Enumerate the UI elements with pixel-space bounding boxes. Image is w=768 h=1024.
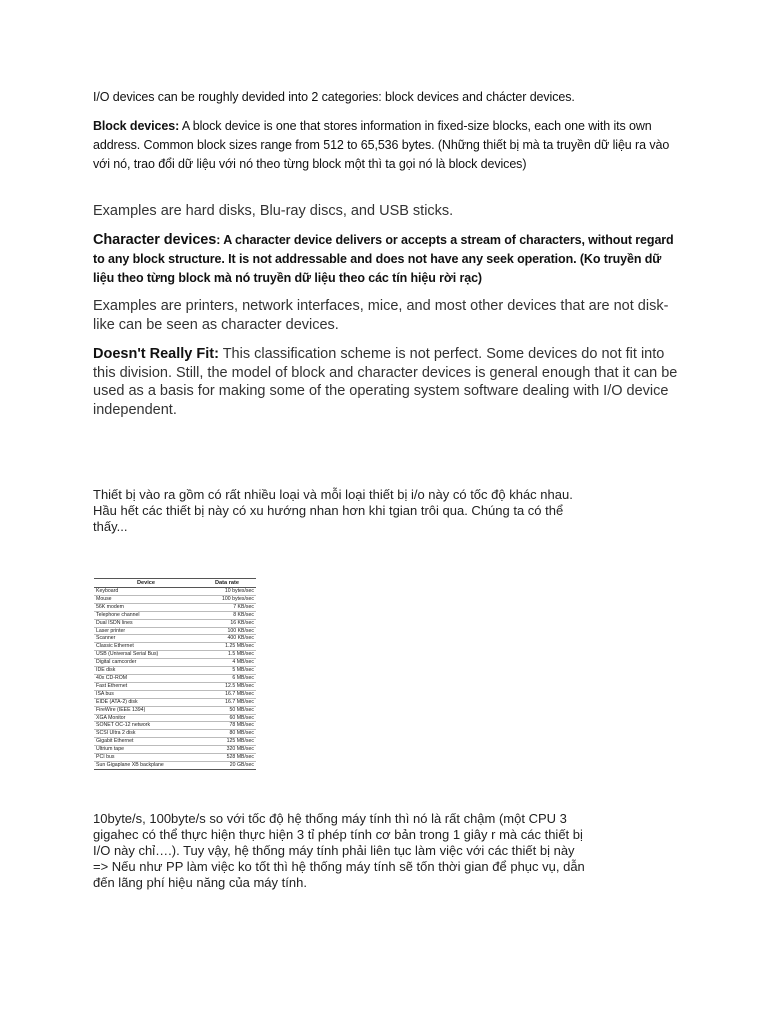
- data-rate-cell: 10 bytes/sec: [198, 588, 256, 596]
- table-row: [94, 754, 256, 762]
- table-row: [94, 698, 256, 706]
- device-cell: EIDE (ATA-2) disk: [94, 698, 198, 706]
- table-row: [94, 690, 256, 698]
- table-row: [94, 588, 256, 596]
- device-cell: Keyboard: [94, 588, 198, 596]
- device-cell: SCSI Ultra 2 disk: [94, 730, 198, 738]
- device-cell: Classic Ethernet: [94, 643, 198, 651]
- device-cell: Mouse: [94, 595, 198, 603]
- table-row: [94, 682, 256, 690]
- table-row: [94, 722, 256, 730]
- device-cell: Scanner: [94, 635, 198, 643]
- character-devices-paragraph: [93, 231, 678, 288]
- vietnamese-paragraph-1: Thiết bị vào ra gồm có rất nhiều loại và mỗi loại thiết bị i/o này có tốc độ khác nhau. Hầu hết các thiết bị này có xu hướng nhan hơn khi tgian trôi qua. Chúng ta có thể thấy...: [93, 487, 573, 534]
- device-cell: ISA bus: [94, 690, 198, 698]
- data-rate-cell: 16 KB/sec: [198, 619, 256, 627]
- data-rate-cell: 320 MB/sec: [198, 746, 256, 754]
- device-cell: FireWire (IEEE 1394): [94, 706, 198, 714]
- table-body: [94, 588, 256, 770]
- table-row: [94, 595, 256, 603]
- device-cell: SONET OC-12 network: [94, 722, 198, 730]
- device-cell: Telephone channel: [94, 611, 198, 619]
- table-row: [94, 746, 256, 754]
- data-rate-cell: 80 MB/sec: [198, 730, 256, 738]
- doesnt-fit-text: This classification scheme is not perfect. Some devices do not fit into this division. Still, the model of block and character devices is general enough that it can be used as a basis for making some of the operating system software dealing with I/O device independent.: [93, 346, 678, 418]
- device-cell: IDE disk: [94, 667, 198, 675]
- block-devices-paragraph: [93, 117, 673, 174]
- table-row: [94, 761, 256, 769]
- table-row: [94, 627, 256, 635]
- table-row: [94, 611, 256, 619]
- device-cell: 56K modem: [94, 603, 198, 611]
- data-rate-cell: 4 MB/sec: [198, 659, 256, 667]
- data-rate-cell: 5 MB/sec: [198, 667, 256, 675]
- block-devices-examples: Examples are hard disks, Blu-ray discs, and USB sticks.: [93, 203, 454, 219]
- table-row: [94, 714, 256, 722]
- table-row: [94, 730, 256, 738]
- doesnt-fit-paragraph: [93, 345, 678, 419]
- data-rate-table: [94, 578, 256, 770]
- table-row: [94, 667, 256, 675]
- character-devices-text: : A character device delivers or accepts a stream of characters, without regard to any block structure. It is not addressable and does not have any seek operation. (Ko truyền dữ liệu theo từng block mà nó truyền dữ liệu theo các tín hiệu rời rạc): [93, 233, 674, 285]
- table-row: [94, 619, 256, 627]
- device-cell: Fast Ethernet: [94, 682, 198, 690]
- device-cell: Laser printer: [94, 627, 198, 635]
- device-cell: Digital camcorder: [94, 659, 198, 667]
- data-rate-cell: 16.7 MB/sec: [198, 698, 256, 706]
- character-devices-examples: Examples are printers, network interfaces, mice, and most other devices that are not disk-like can be seen as character devices.: [93, 298, 669, 333]
- table-header-row: [94, 579, 256, 588]
- device-cell: PCI bus: [94, 754, 198, 762]
- data-rate-cell: 7 KB/sec: [198, 603, 256, 611]
- table-row: [94, 706, 256, 714]
- device-cell: Dual ISDN lines: [94, 619, 198, 627]
- table-row: [94, 651, 256, 659]
- table-row: [94, 603, 256, 611]
- doesnt-fit-label: Doesn't Really Fit:: [93, 346, 219, 362]
- table-header-rate: Data rate: [198, 579, 256, 588]
- data-rate-cell: 6 MB/sec: [198, 674, 256, 682]
- data-rate-cell: 1.5 MB/sec: [198, 651, 256, 659]
- data-rate-cell: 100 bytes/sec: [198, 595, 256, 603]
- block-devices-label: Block devices:: [93, 119, 180, 133]
- intro-paragraph: I/O devices can be roughly devided into 2 categories: block devices and chácter devices.: [93, 90, 575, 104]
- data-rate-cell: 16.7 MB/sec: [198, 690, 256, 698]
- data-rate-cell: 100 KB/sec: [198, 627, 256, 635]
- data-rate-cell: 78 MB/sec: [198, 722, 256, 730]
- data-rate-cell: 20 GB/sec: [198, 761, 256, 769]
- device-cell: Ultrium tape: [94, 746, 198, 754]
- data-rate-cell: 12.5 MB/sec: [198, 682, 256, 690]
- table-header-device: Device: [94, 579, 198, 588]
- data-rate-cell: 528 MB/sec: [198, 754, 256, 762]
- device-cell: Sun Gigaplane XB backplane: [94, 761, 198, 769]
- device-cell: Gigabit Ethernet: [94, 738, 198, 746]
- block-devices-text: A block device is one that stores information in fixed-size blocks, each one with its own address. Common block sizes range from 512 to 65,536 bytes. (Những thiết bị mà ta truyền dữ liệu ra vào với nó, trao đổi dữ liệu với nó theo từng block một thì ta gọi nó là block devices): [93, 119, 670, 171]
- data-rate-cell: 8 KB/sec: [198, 611, 256, 619]
- table-row: [94, 659, 256, 667]
- table-row: [94, 738, 256, 746]
- device-cell: XGA Monitor: [94, 714, 198, 722]
- character-devices-label: Character devices: [93, 232, 217, 248]
- vietnamese-paragraph-2: 10byte/s, 100byte/s so với tốc độ hệ thống máy tính thì nó là rất chậm (một CPU 3 gigahec có thể thực hiện thực hiện 3 tỉ phép tính cơ bản trong 1 giây r mà các thiết bị I/O này chỉ….). Tuy vậy, hệ thống máy tính phải liên tục làm việc với các thiết bị này => Nếu như PP làm việc ko tốt thì hệ thống máy tính sẽ tốn thời gian để phục vụ, dẫn đến lãng phí hiệu năng của máy tính.: [93, 811, 585, 890]
- data-rate-cell: 50 MB/sec: [198, 706, 256, 714]
- device-cell: 40x CD-ROM: [94, 674, 198, 682]
- data-rate-cell: 1.25 MB/sec: [198, 643, 256, 651]
- table-row: [94, 674, 256, 682]
- table-row: [94, 635, 256, 643]
- data-rate-cell: 125 MB/sec: [198, 738, 256, 746]
- table-row: [94, 643, 256, 651]
- device-cell: USB (Universal Serial Bus): [94, 651, 198, 659]
- data-rate-cell: 60 MB/sec: [198, 714, 256, 722]
- data-rate-cell: 400 KB/sec: [198, 635, 256, 643]
